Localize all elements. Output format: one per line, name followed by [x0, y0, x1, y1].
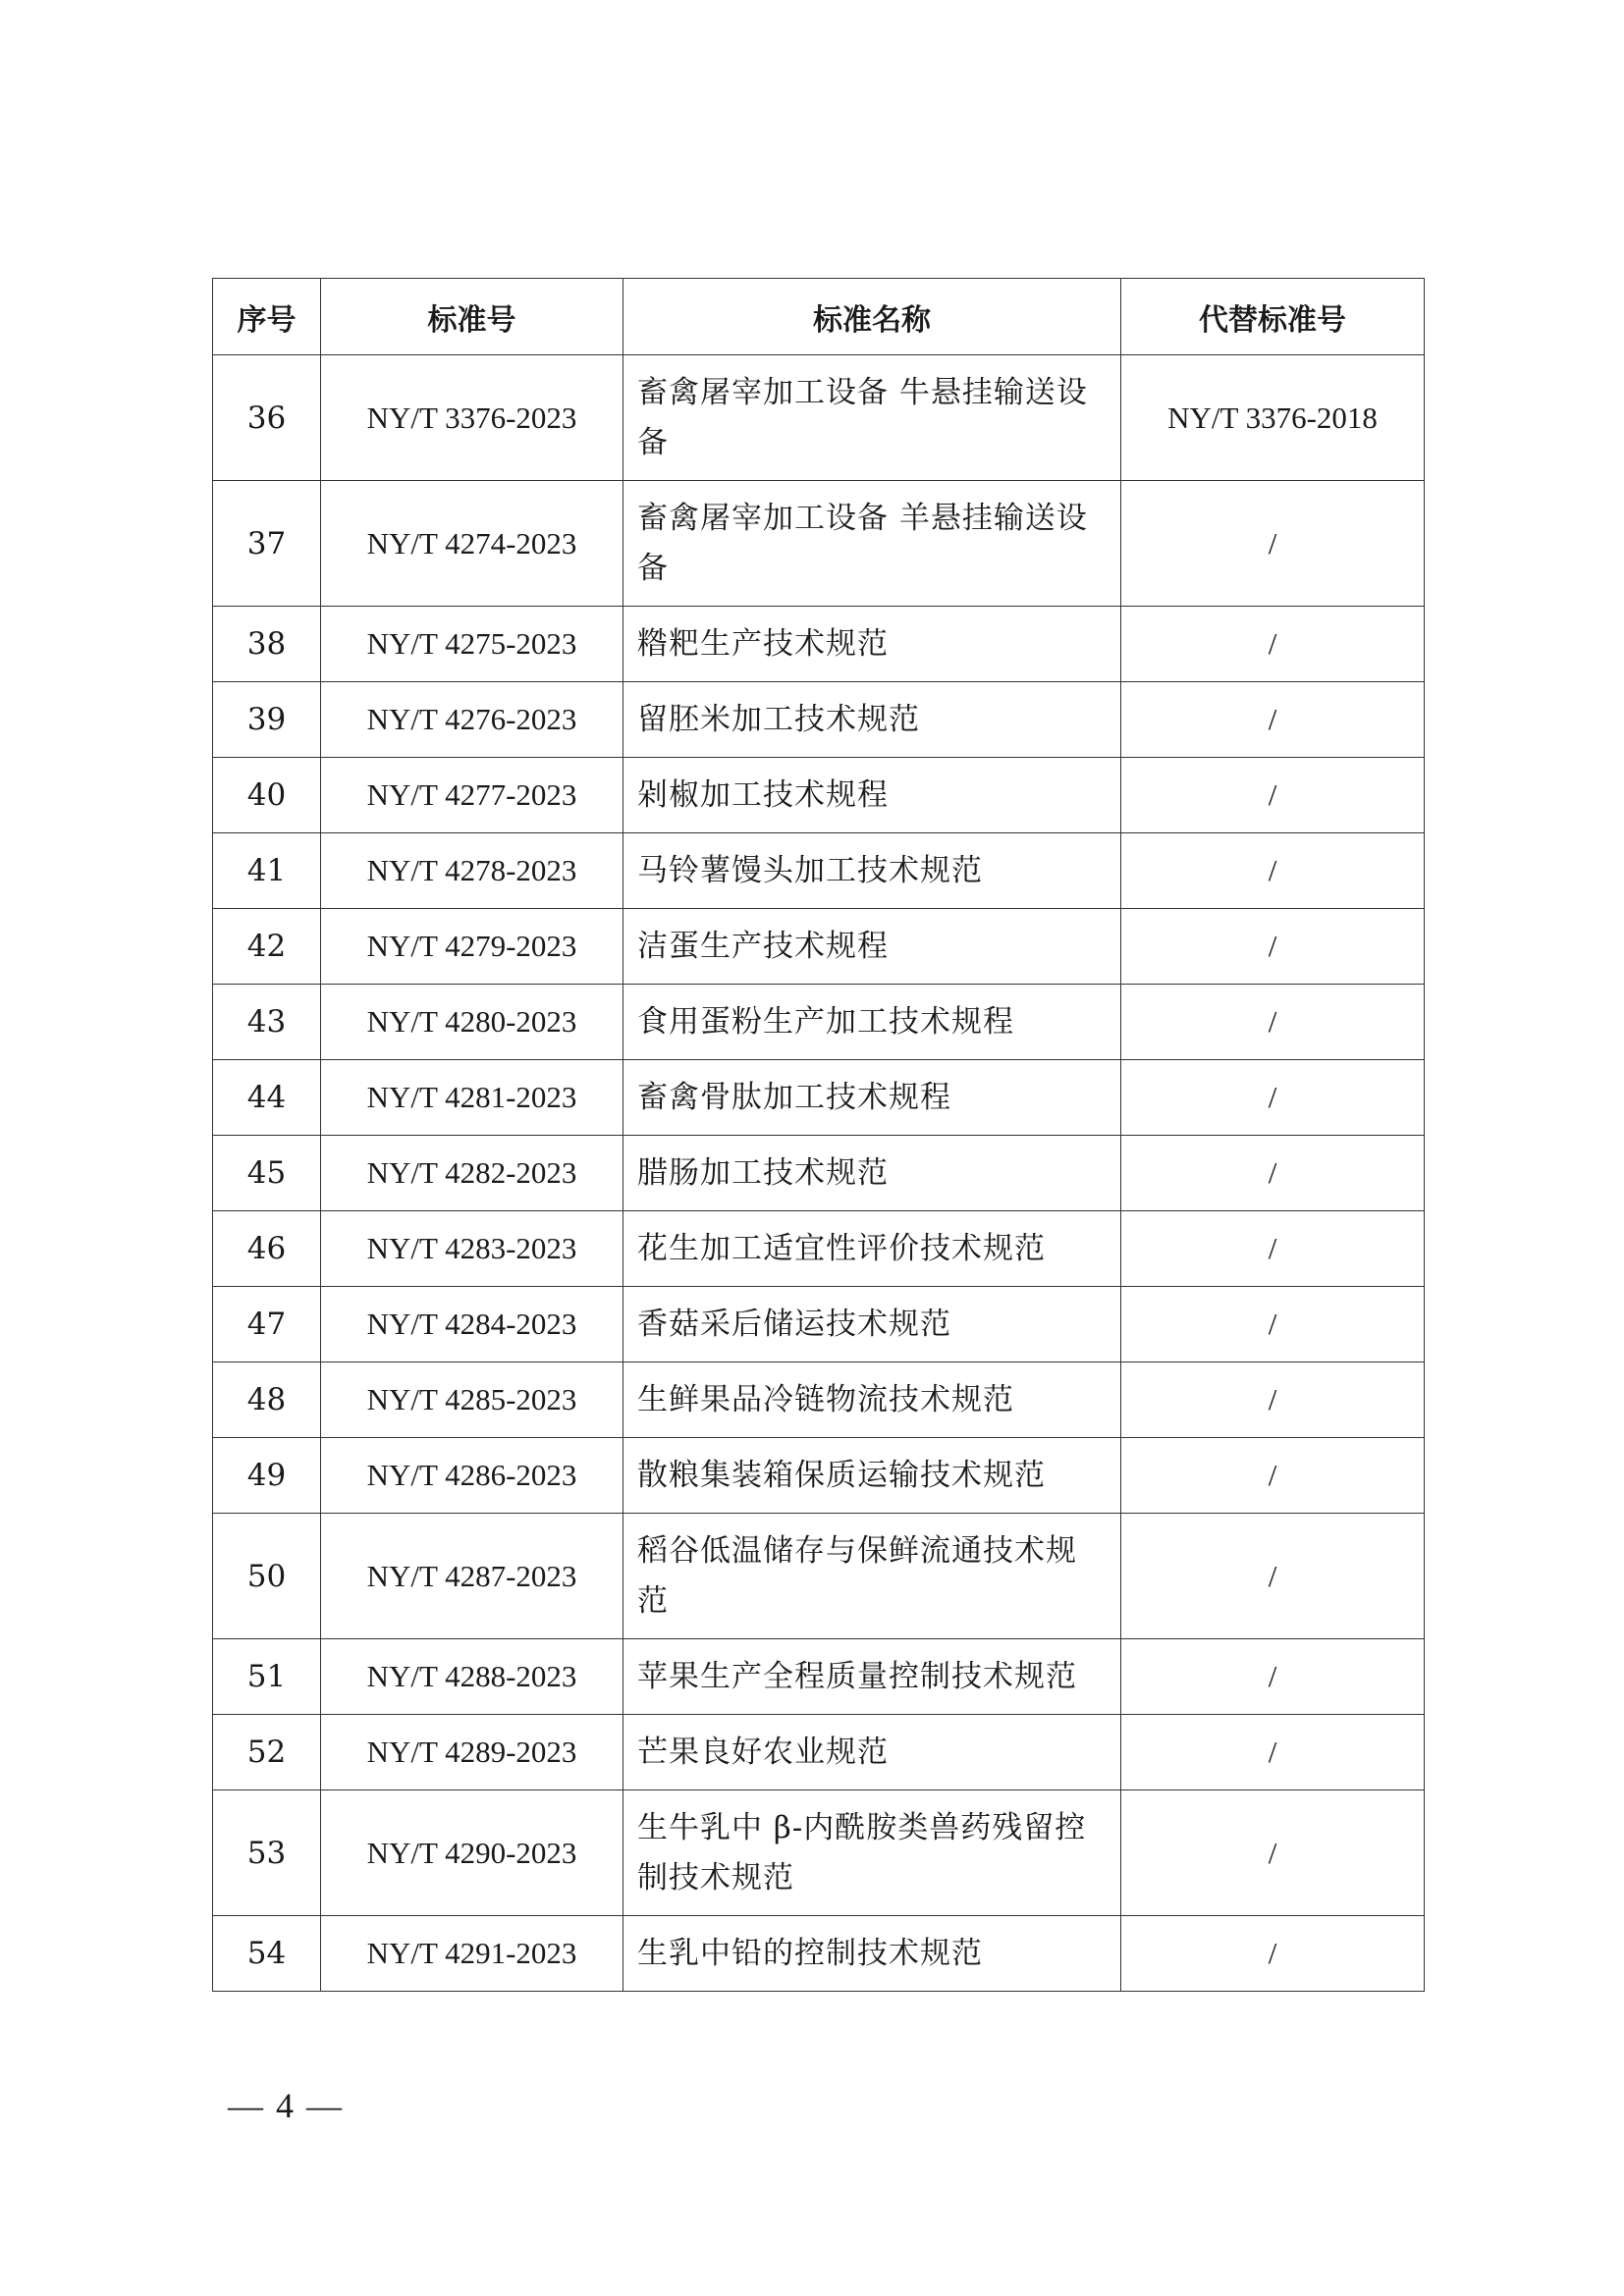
cell-standard-name: 香菇采后储运技术规范 — [623, 1287, 1121, 1362]
cell-serial-number: 43 — [213, 985, 321, 1060]
cell-standard-code: NY/T 4287-2023 — [321, 1514, 623, 1639]
cell-replaced-standard: / — [1121, 481, 1425, 607]
table-row — [213, 985, 1425, 1060]
cell-standard-code: NY/T 4275-2023 — [321, 607, 623, 682]
cell-replaced-standard: / — [1121, 1060, 1425, 1136]
cell-standard-name: 食用蛋粉生产加工技术规程 — [623, 985, 1121, 1060]
cell-serial-number: 51 — [213, 1639, 321, 1715]
cell-serial-number: 42 — [213, 909, 321, 985]
table-row — [213, 1362, 1425, 1438]
table-row — [213, 1790, 1425, 1916]
cell-serial-number: 46 — [213, 1211, 321, 1287]
cell-serial-number: 48 — [213, 1362, 321, 1438]
table-row — [213, 1715, 1425, 1790]
cell-replaced-standard: / — [1121, 833, 1425, 909]
cell-serial-number: 49 — [213, 1438, 321, 1514]
table-row — [213, 1639, 1425, 1715]
table-row — [213, 355, 1425, 481]
table-row — [213, 1060, 1425, 1136]
cell-serial-number: 45 — [213, 1136, 321, 1211]
cell-replaced-standard: / — [1121, 682, 1425, 758]
cell-standard-name: 生鲜果品冷链物流技术规范 — [623, 1362, 1121, 1438]
table-row — [213, 833, 1425, 909]
table-row — [213, 1514, 1425, 1639]
cell-standard-code: NY/T 4284-2023 — [321, 1287, 623, 1362]
cell-serial-number: 53 — [213, 1790, 321, 1916]
cell-standard-code: NY/T 4288-2023 — [321, 1639, 623, 1715]
cell-standard-name: 芒果良好农业规范 — [623, 1715, 1121, 1790]
cell-standard-name: 马铃薯馒头加工技术规范 — [623, 833, 1121, 909]
cell-replaced-standard: / — [1121, 909, 1425, 985]
cell-replaced-standard: / — [1121, 1514, 1425, 1639]
cell-serial-number: 37 — [213, 481, 321, 607]
cell-standard-name: 留胚米加工技术规范 — [623, 682, 1121, 758]
cell-standard-code: NY/T 4276-2023 — [321, 682, 623, 758]
cell-standard-name: 腊肠加工技术规范 — [623, 1136, 1121, 1211]
cell-replaced-standard: / — [1121, 1287, 1425, 1362]
cell-replaced-standard: / — [1121, 1362, 1425, 1438]
cell-replaced-standard: / — [1121, 1438, 1425, 1514]
cell-serial-number: 47 — [213, 1287, 321, 1362]
cell-standard-code: NY/T 4279-2023 — [321, 909, 623, 985]
cell-replaced-standard: / — [1121, 1916, 1425, 1992]
table-row — [213, 682, 1425, 758]
table-row — [213, 481, 1425, 607]
cell-standard-code: NY/T 4289-2023 — [321, 1715, 623, 1790]
cell-standard-code: NY/T 4278-2023 — [321, 833, 623, 909]
table-row — [213, 1211, 1425, 1287]
cell-standard-name: 糌粑生产技术规范 — [623, 607, 1121, 682]
cell-serial-number: 39 — [213, 682, 321, 758]
cell-serial-number: 41 — [213, 833, 321, 909]
cell-standard-name: 稻谷低温储存与保鲜流通技术规范 — [623, 1514, 1121, 1639]
cell-standard-name: 洁蛋生产技术规程 — [623, 909, 1121, 985]
cell-replaced-standard: / — [1121, 758, 1425, 833]
header-row — [213, 279, 1425, 355]
cell-standard-name: 畜禽屠宰加工设备 羊悬挂输送设备 — [623, 481, 1121, 607]
page-number: — 4 — — [228, 2086, 344, 2125]
cell-standard-name: 生乳中铅的控制技术规范 — [623, 1916, 1121, 1992]
cell-replaced-standard: / — [1121, 607, 1425, 682]
cell-standard-name: 花生加工适宜性评价技术规范 — [623, 1211, 1121, 1287]
cell-replaced-standard: / — [1121, 1715, 1425, 1790]
cell-replaced-standard: / — [1121, 1136, 1425, 1211]
cell-standard-name: 剁椒加工技术规程 — [623, 758, 1121, 833]
cell-serial-number: 38 — [213, 607, 321, 682]
cell-standard-code: NY/T 3376-2023 — [321, 355, 623, 481]
cell-standard-code: NY/T 4291-2023 — [321, 1916, 623, 1992]
cell-replaced-standard: / — [1121, 1790, 1425, 1916]
table-row — [213, 1287, 1425, 1362]
table-row — [213, 758, 1425, 833]
header-standard-name: 标准名称 — [623, 279, 1121, 355]
cell-standard-code: NY/T 4285-2023 — [321, 1362, 623, 1438]
table-row — [213, 1136, 1425, 1211]
cell-standard-name: 散粮集装箱保质运输技术规范 — [623, 1438, 1121, 1514]
header-standard-code: 标准号 — [321, 279, 623, 355]
cell-serial-number: 40 — [213, 758, 321, 833]
table-row — [213, 1916, 1425, 1992]
cell-standard-code: NY/T 4290-2023 — [321, 1790, 623, 1916]
cell-replaced-standard: / — [1121, 1211, 1425, 1287]
header-serial-number: 序号 — [213, 279, 321, 355]
standards-table — [212, 278, 1425, 1992]
cell-standard-name: 生牛乳中 β-内酰胺类兽药残留控制技术规范 — [623, 1790, 1121, 1916]
cell-serial-number: 50 — [213, 1514, 321, 1639]
cell-replaced-standard: / — [1121, 1639, 1425, 1715]
table-row — [213, 909, 1425, 985]
cell-standard-code: NY/T 4283-2023 — [321, 1211, 623, 1287]
cell-serial-number: 44 — [213, 1060, 321, 1136]
table-row — [213, 607, 1425, 682]
cell-replaced-standard: NY/T 3376-2018 — [1121, 355, 1425, 481]
cell-standard-code: NY/T 4281-2023 — [321, 1060, 623, 1136]
cell-standard-code: NY/T 4282-2023 — [321, 1136, 623, 1211]
table-body — [213, 355, 1425, 1992]
cell-standard-name: 苹果生产全程质量控制技术规范 — [623, 1639, 1121, 1715]
cell-standard-name: 畜禽屠宰加工设备 牛悬挂输送设备 — [623, 355, 1121, 481]
cell-serial-number: 54 — [213, 1916, 321, 1992]
cell-standard-name: 畜禽骨肽加工技术规程 — [623, 1060, 1121, 1136]
table-row — [213, 1438, 1425, 1514]
cell-replaced-standard: / — [1121, 985, 1425, 1060]
cell-standard-code: NY/T 4277-2023 — [321, 758, 623, 833]
cell-serial-number: 52 — [213, 1715, 321, 1790]
table-header — [213, 279, 1425, 355]
cell-standard-code: NY/T 4286-2023 — [321, 1438, 623, 1514]
header-replaced-standard: 代替标准号 — [1121, 279, 1425, 355]
cell-serial-number: 36 — [213, 355, 321, 481]
cell-standard-code: NY/T 4274-2023 — [321, 481, 623, 607]
cell-standard-code: NY/T 4280-2023 — [321, 985, 623, 1060]
